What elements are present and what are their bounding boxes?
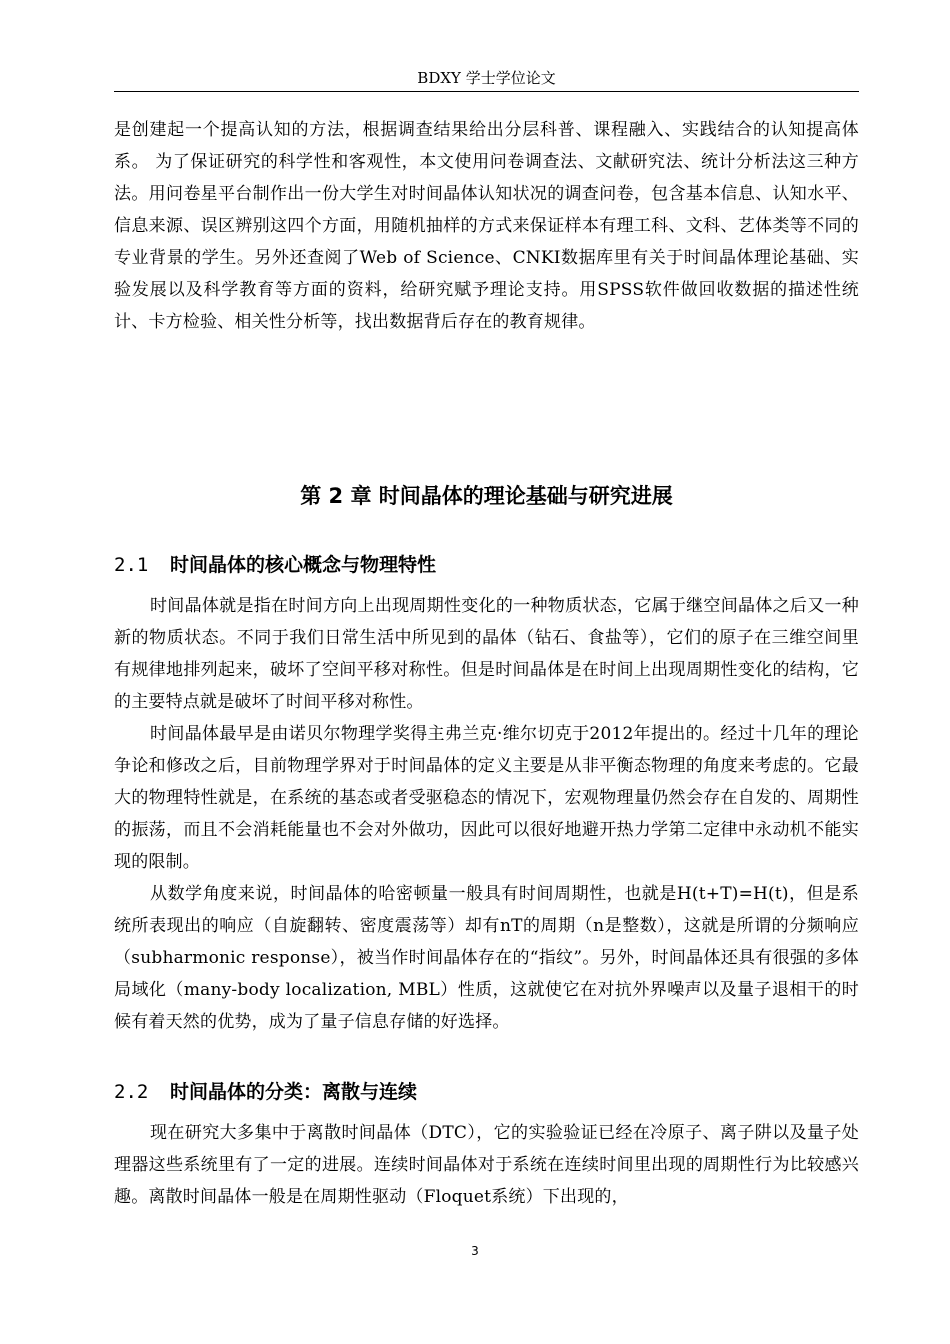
body-paragraph: 现在研究大多集中于离散时间晶体（DTC），它的实验验证已经在冷原子、离子阱以及量子处理器这些系统里有了一定的进展。连续时间晶体对于系统在连续时间里出现的周期性行为比较感兴趣。离散时间晶体一般是在周期性驱动（Floquet系统）下出现的， bbox=[114, 1123, 859, 1207]
body-paragraph: 时间晶体就是指在时间方向上出现周期性变化的一种物质状态，它属于继空间晶体之后又一种新的物质状态。不同于我们日常生活中所见到的晶体（钻石、食盐等），它们的原子在三维空间里有规律地排列起来，破坏了空间平移对称性。但是时间晶体是在时间上出现周期性变化的结构，它的主要特点就是破坏了时间平移对称性。 bbox=[114, 596, 859, 712]
section-2-2-body bbox=[114, 1117, 859, 1213]
section-title: 时间晶体的分类：离散与连续 bbox=[170, 1081, 418, 1103]
section-2-2-heading bbox=[114, 1076, 859, 1108]
section-2-1-body bbox=[114, 590, 859, 1038]
section-number: 2.2 bbox=[114, 1081, 149, 1103]
section-title: 时间晶体的核心概念与物理特性 bbox=[170, 554, 437, 576]
chapter-title: 第 2 章 时间晶体的理论基础与研究进展 bbox=[300, 484, 673, 508]
body-paragraph: 时间晶体最早是由诺贝尔物理学奖得主弗兰克·维尔切克于2012年提出的。经过十几年的理论争论和修改之后，目前物理学界对于时间晶体的定义主要是从非平衡态物理的角度来考虑的。它最大的物理特性就是，在系统的基态或者受驱稳态的情况下，宏观物理量仍然会存在自发的、周期性的振荡，而且不会消耗能量也不会对外做功，因此可以很好地避开热力学第二定律中永动机不能实现的限制。 bbox=[114, 724, 859, 872]
section-number: 2.1 bbox=[114, 554, 149, 576]
body-paragraph: 从数学角度来说，时间晶体的哈密顿量一般具有时间周期性，也就是H(t+T)=H(t)，但是系统所表现出的响应（自旋翻转、密度震荡等）却有nT的周期（n是整数），这就是所谓的分频响应（subharmonic response），被当作时间晶体存在的“指纹”。另外，时间晶体还具有很强的多体局域化（many-body localization, MBL）性质，这就使它在对抗外界噪声以及量子退相干的时候有着天然的优势，成为了量子信息存储的好选择。 bbox=[114, 884, 859, 1032]
section-2-1-heading bbox=[114, 549, 859, 581]
intro-block bbox=[114, 114, 859, 338]
page-number: 3 bbox=[471, 1244, 479, 1258]
running-header: BDXY 学士学位论文 bbox=[114, 64, 859, 92]
intro-paragraph: 是创建起一个提高认知的方法，根据调查结果给出分层科普、课程融入、实践结合的认知提高体系。 为了保证研究的科学性和客观性，本文使用问卷调查法、文献研究法、统计分析法这三种方法。用问卷星平台制作出一份大学生对时间晶体认知状况的调查问卷，包含基本信息、认知水平、信息来源、误区辨别这四个方面，用随机抽样的方式来保证样本有理工科、文科、艺体类等不同的专业背景的学生。另外还查阅了Web of Science、CNKI数据库里有关于时间晶体理论基础、实验发展以及科学教育等方面的资料，给研究赋予理论支持。用SPSS软件做回收数据的描述性统计、卡方检验、相关性分析等，找出数据背后存在的教育规律。 bbox=[114, 120, 859, 332]
